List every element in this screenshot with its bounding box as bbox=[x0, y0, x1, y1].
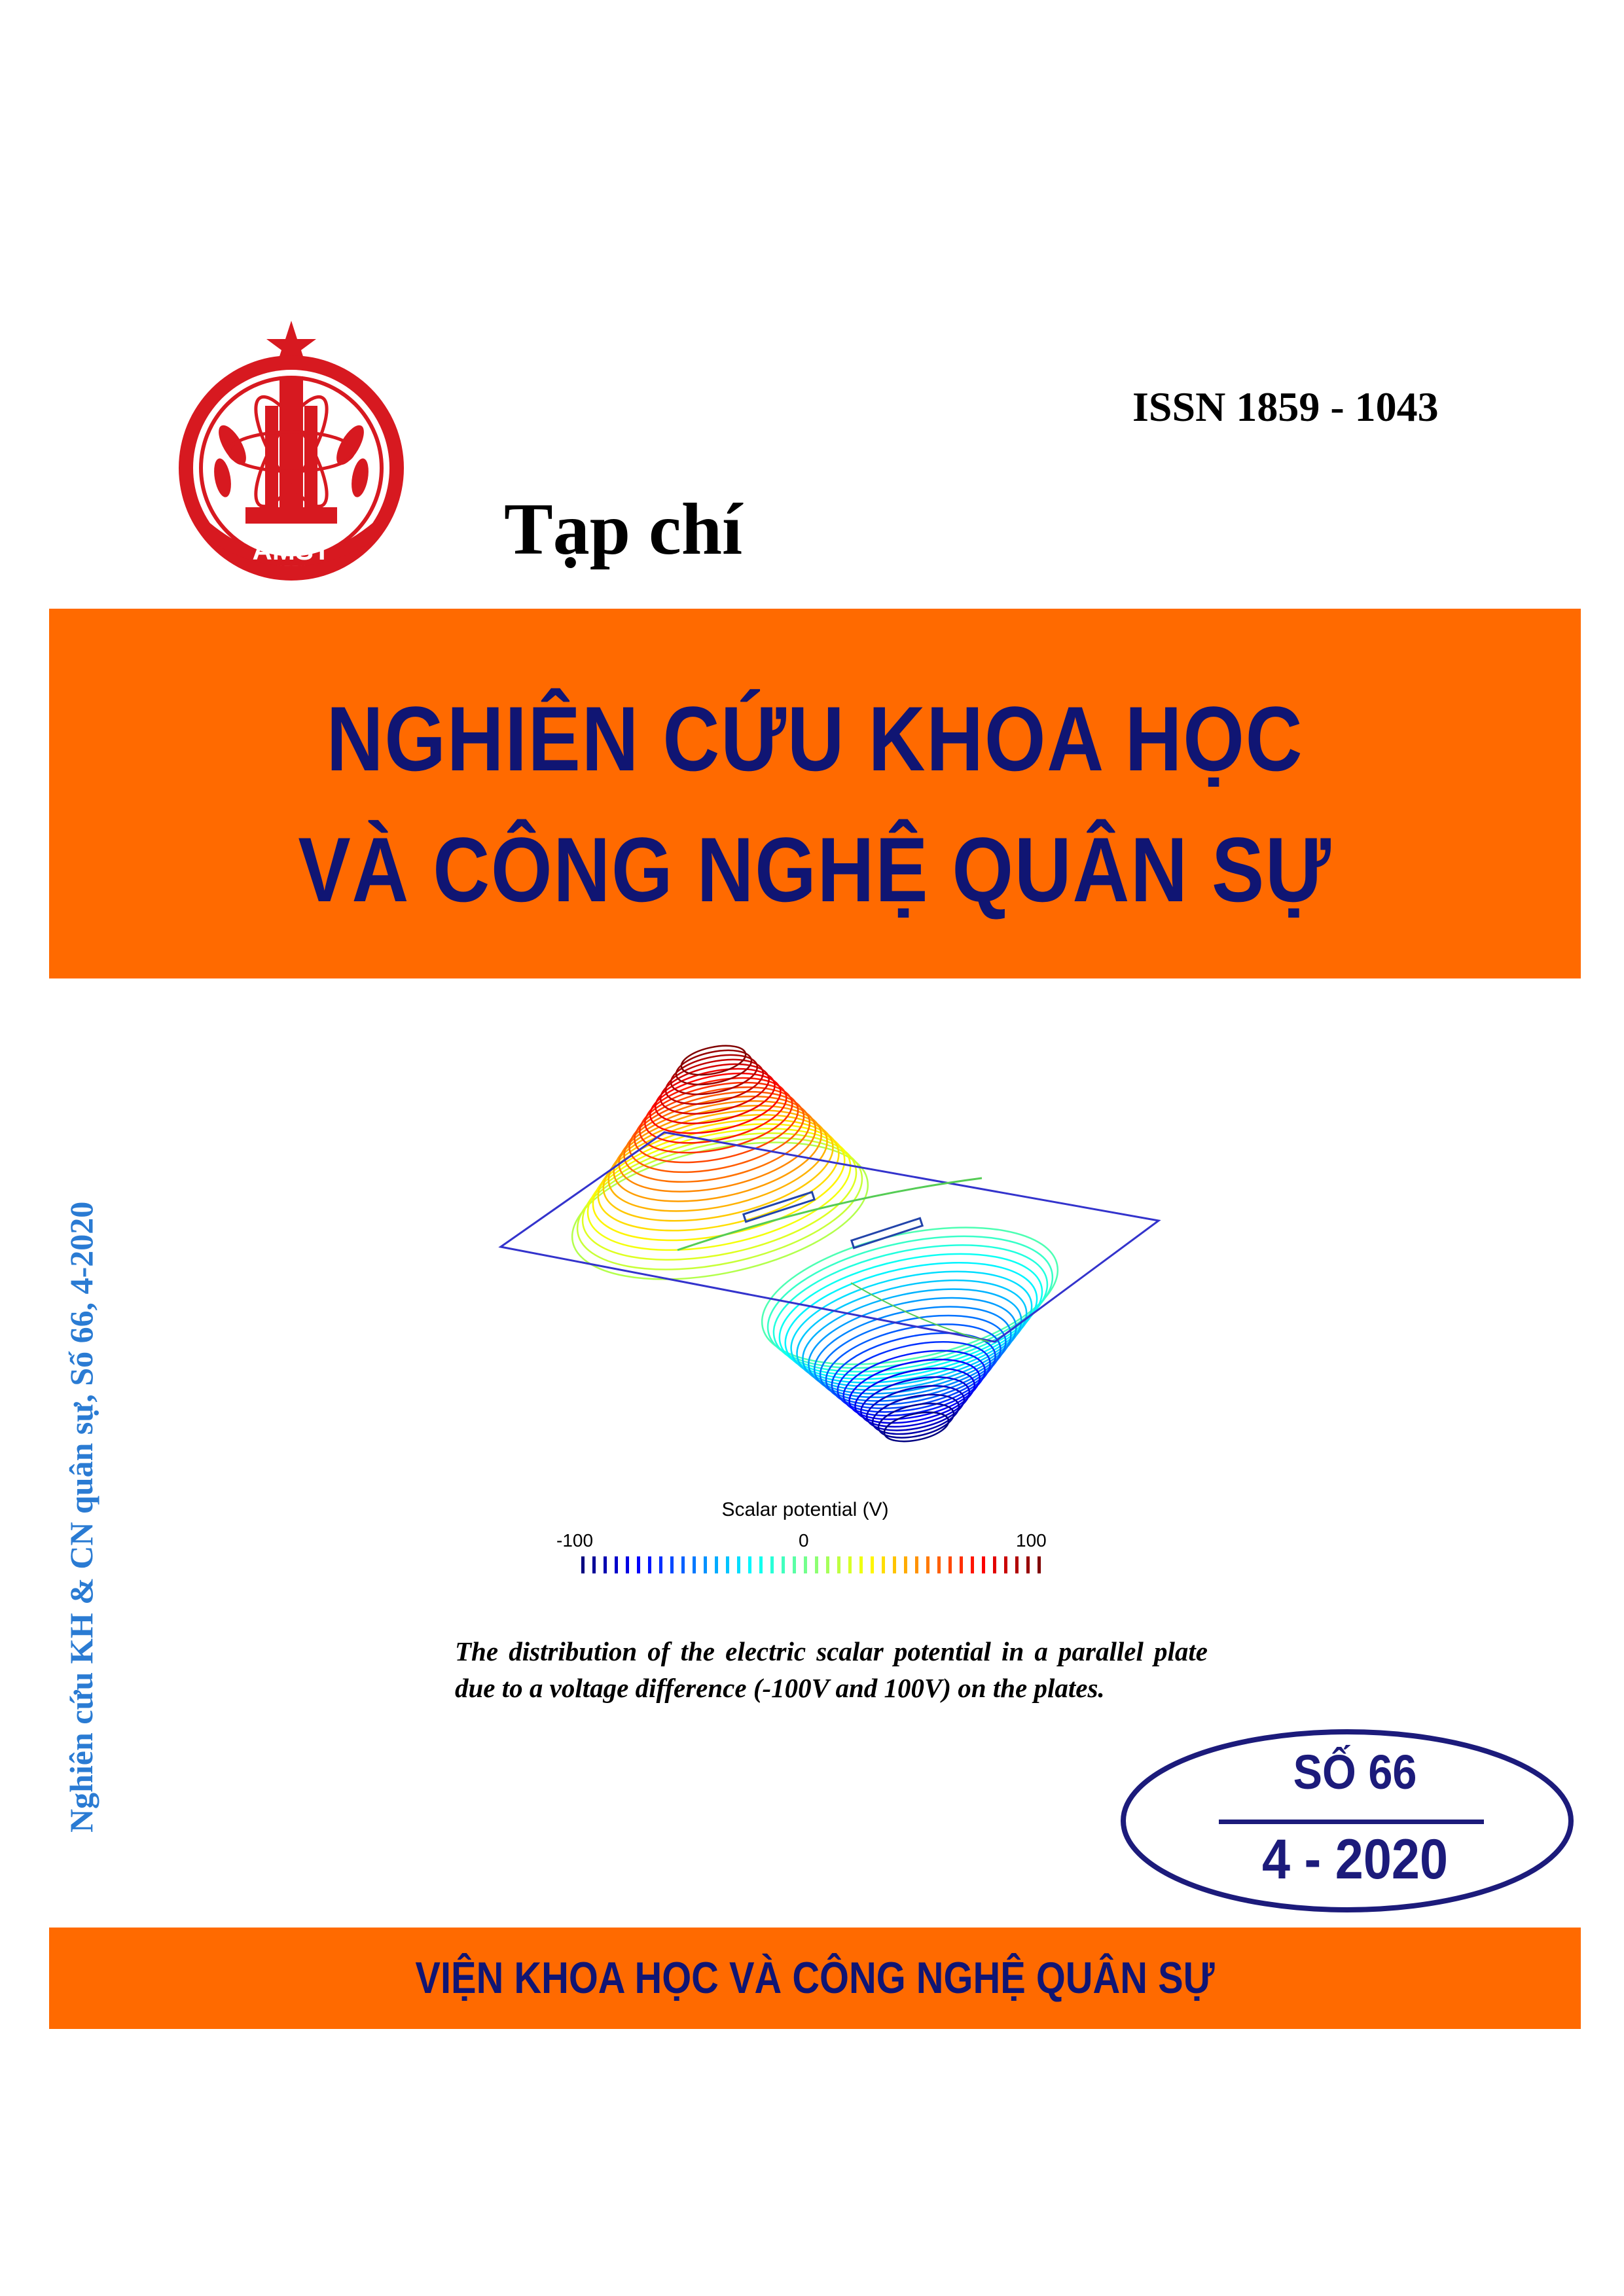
colorbar-swatch bbox=[1038, 1556, 1041, 1573]
colorbar-swatch bbox=[826, 1556, 829, 1573]
figure-caption: The distribution of the electric scalar potential in a parallel plate due to a voltage difference (-100V and 100V) on the plates. bbox=[455, 1636, 1208, 1703]
issue-divider bbox=[1219, 1820, 1484, 1824]
colorbar-swatch bbox=[737, 1556, 740, 1573]
colorbar-swatches bbox=[579, 1556, 1051, 1576]
journal-title-line2: VÀ CÔNG NGHỆ QUÂN SỰ bbox=[298, 818, 1332, 921]
colorbar-tick-min: -100 bbox=[556, 1530, 594, 1551]
colorbar-swatch bbox=[848, 1556, 852, 1573]
colorbar-swatch bbox=[648, 1556, 651, 1573]
contour-ring bbox=[645, 1063, 786, 1143]
colorbar-swatch bbox=[926, 1556, 929, 1573]
colorbar-swatch bbox=[1026, 1556, 1030, 1573]
colorbar-swatch bbox=[871, 1556, 874, 1573]
colorbar-swatch bbox=[637, 1556, 640, 1573]
colorbar-tick-max: 100 bbox=[1016, 1530, 1047, 1551]
colorbar-swatch bbox=[971, 1556, 974, 1573]
colorbar-swatch bbox=[626, 1556, 629, 1573]
colorbar-swatch bbox=[670, 1556, 674, 1573]
colorbar-swatch bbox=[704, 1556, 707, 1573]
issue-date: 4 - 2020 bbox=[1261, 1828, 1449, 1891]
colorbar-swatch bbox=[793, 1556, 796, 1573]
plate-outline bbox=[501, 1132, 1159, 1342]
colorbar-swatch bbox=[915, 1556, 918, 1573]
colorbar-swatch bbox=[937, 1556, 941, 1573]
colorbar-swatch bbox=[759, 1556, 763, 1573]
colorbar-swatch bbox=[837, 1556, 840, 1573]
colorbar-swatch bbox=[604, 1556, 607, 1573]
colorbar-swatch bbox=[815, 1556, 818, 1573]
colorbar-swatch bbox=[993, 1556, 996, 1573]
colorbar-swatch bbox=[770, 1556, 774, 1573]
issue-number: SỐ 66 bbox=[1293, 1745, 1417, 1799]
colorbar-swatch bbox=[693, 1556, 696, 1573]
bottom-band bbox=[49, 1928, 1581, 2029]
potential-plot bbox=[484, 1034, 1185, 1460]
colorbar-swatch bbox=[882, 1556, 885, 1573]
colorbar-swatch bbox=[581, 1556, 585, 1573]
colorbar-swatch bbox=[715, 1556, 718, 1573]
colorbar-swatch bbox=[726, 1556, 729, 1573]
colorbar-swatch bbox=[804, 1556, 807, 1573]
colorbar-title: Scalar potential (V) bbox=[721, 1499, 889, 1520]
journal-prefix: Tạp chí bbox=[504, 489, 743, 570]
contour-ring bbox=[668, 1048, 761, 1101]
colorbar-swatch bbox=[748, 1556, 751, 1573]
colorbar-swatch bbox=[960, 1556, 963, 1573]
colorbar-swatch bbox=[982, 1556, 985, 1573]
colorbar-swatch bbox=[782, 1556, 785, 1573]
colorbar-swatch bbox=[893, 1556, 896, 1573]
title-band bbox=[49, 609, 1581, 978]
colorbar-swatch bbox=[592, 1556, 596, 1573]
institute-name: VIỆN KHOA HỌC VÀ CÔNG NGHỆ QUÂN SỰ bbox=[415, 1953, 1215, 2003]
spine-text: Nghiên cứu KH & CN quân sự, Số 66, 4-2020 bbox=[63, 1201, 99, 1833]
issn: ISSN 1859 - 1043 bbox=[1132, 384, 1439, 430]
colorbar-tick-zero: 0 bbox=[799, 1530, 809, 1551]
colorbar-swatch bbox=[904, 1556, 907, 1573]
colorbar bbox=[543, 1499, 1067, 1597]
colorbar-swatch bbox=[615, 1556, 618, 1573]
colorbar-swatch bbox=[859, 1556, 863, 1573]
spine-area bbox=[23, 1086, 101, 1833]
amst-logo bbox=[167, 321, 416, 583]
colorbar-swatch bbox=[659, 1556, 662, 1573]
colorbar-swatch bbox=[948, 1556, 952, 1573]
colorbar-swatch bbox=[681, 1556, 685, 1573]
logo-text: AMST bbox=[252, 535, 331, 565]
journal-title-line1: NGHIÊN CỨU KHOA HỌC bbox=[326, 687, 1304, 790]
colorbar-swatch bbox=[1004, 1556, 1007, 1573]
colorbar-swatch bbox=[1015, 1556, 1019, 1573]
